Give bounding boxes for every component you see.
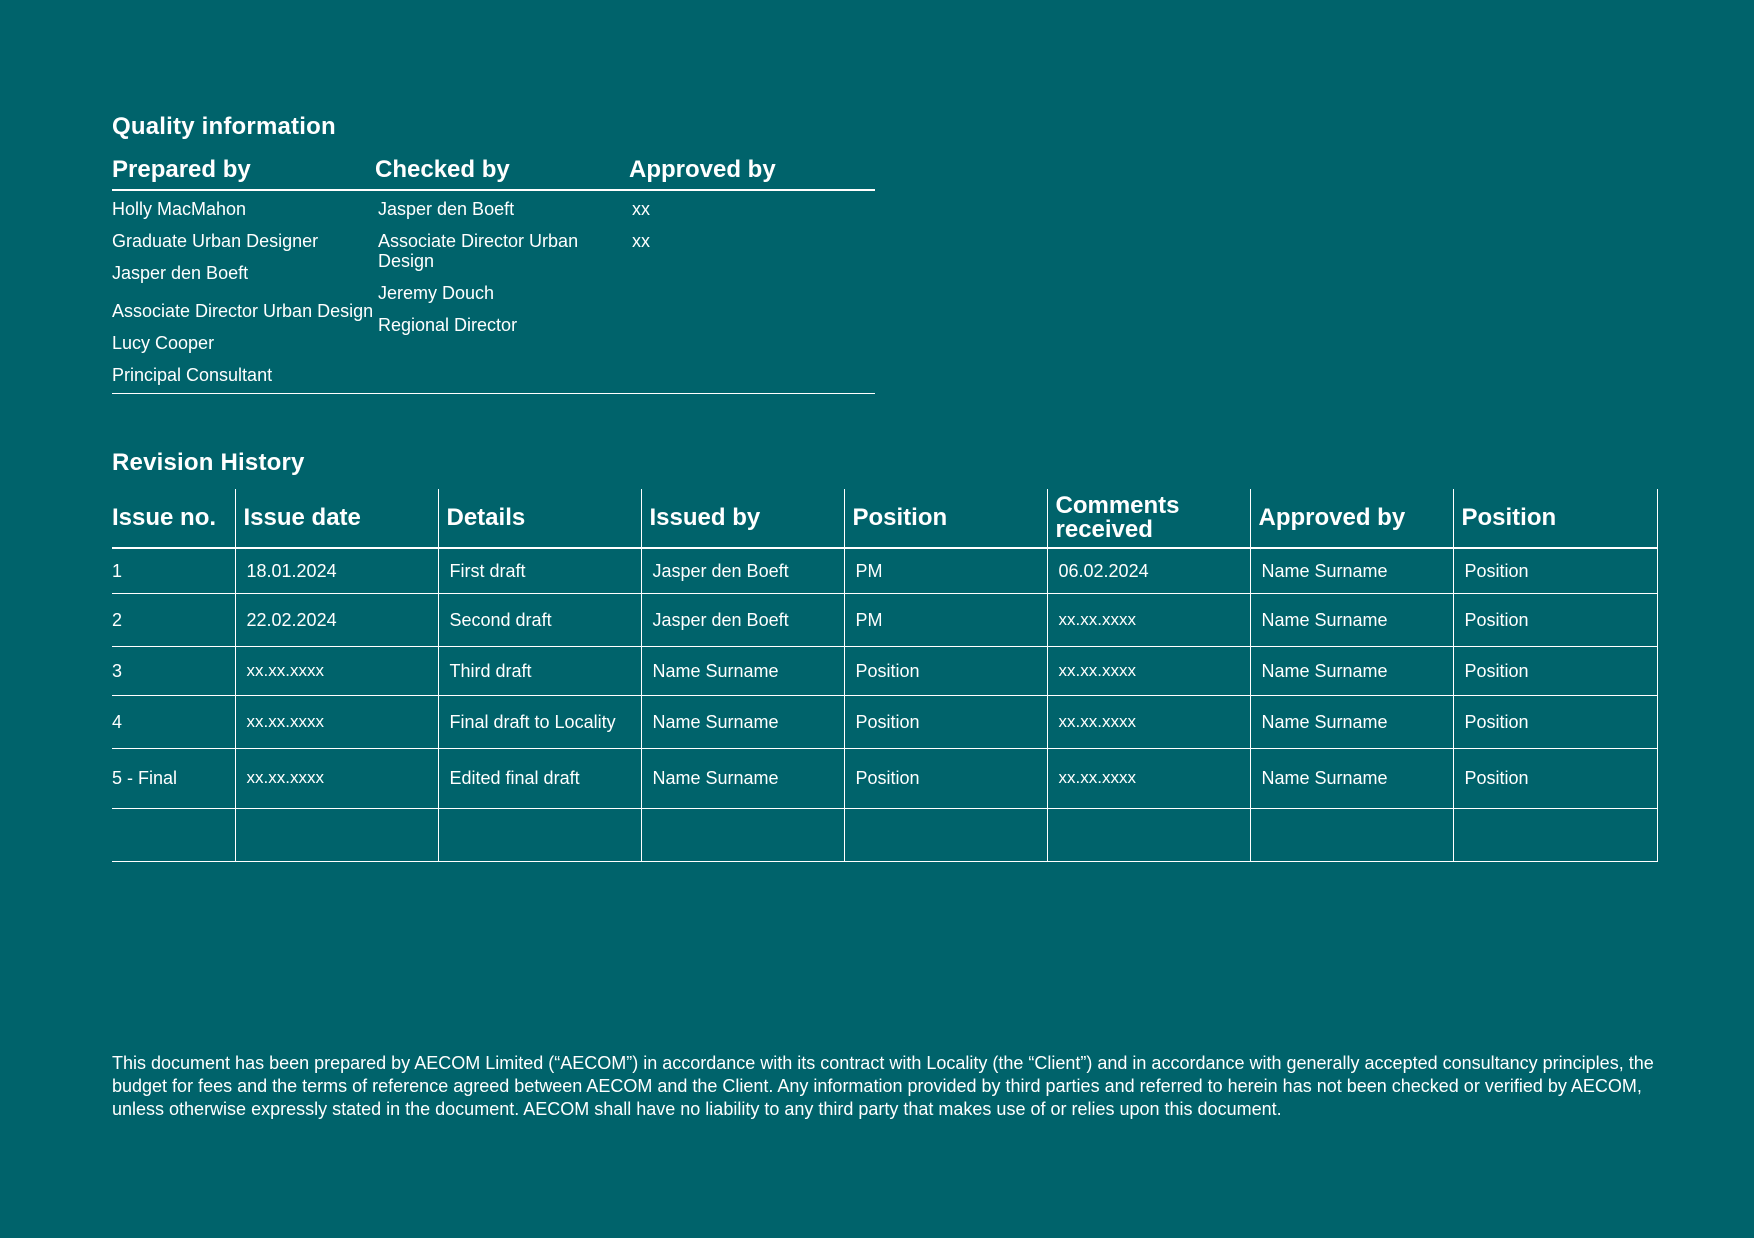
table-row [112, 593, 1657, 646]
prepared-by-role: Graduate Urban Designer [112, 231, 319, 251]
issue-date-cell: 22.02.2024 [235, 593, 438, 646]
approved-by-list [629, 199, 875, 385]
approved-by-header: Approved by [1250, 489, 1453, 548]
approver-position-header: Position [1453, 489, 1657, 548]
details-cell: Edited final draft [438, 748, 641, 808]
table-row [112, 695, 1657, 748]
issued-by-cell: Name Surname [641, 646, 844, 695]
checked-by-heading: Checked by [375, 156, 510, 183]
approved-by-cell: Name Surname [1250, 748, 1453, 808]
approved-by-cell [1250, 808, 1453, 861]
details-cell: First draft [438, 548, 641, 593]
issued-by-cell: Jasper den Boeft [641, 593, 844, 646]
approved-by-name: xx [632, 199, 650, 219]
issue-no-cell: 4 [112, 695, 235, 748]
issued-by-cell: Name Surname [641, 695, 844, 748]
position-cell: PM [844, 593, 1047, 646]
approver-position-cell: Position [1453, 695, 1657, 748]
table-row [112, 646, 1657, 695]
quality-information-section [112, 112, 875, 394]
approved-by-cell: Name Surname [1250, 593, 1453, 646]
checked-by-role: Associate Director Urban Design [378, 231, 579, 271]
disclaimer-text: This document has been prepared by AECOM Limited (“AECOM”) in accordance with its contract with Locality (the “Client”) and in accordance with generally accepted consultancy principles, the budget for fees and the terms of reference agreed between AECOM and the Client. Any information provided by third parties and referred to herein has not been checked or verified by AECOM, unless otherwise expressly stated in the document. AECOM shall have no liability to any third party that makes use of or relies upon this document. [112, 1053, 1654, 1119]
approver-position-cell: Position [1453, 593, 1657, 646]
details-cell: Second draft [438, 593, 641, 646]
revision-header-row [112, 489, 1657, 548]
prepared-by-role: Principal Consultant [112, 365, 273, 385]
quality-table-body [112, 191, 875, 394]
issued-by-cell [641, 808, 844, 861]
comments-received-cell: xx.xx.xxxx [1047, 695, 1250, 748]
issued-by-cell: Jasper den Boeft [641, 548, 844, 593]
table-row [112, 548, 1657, 593]
issue-no-cell: 3 [112, 646, 235, 695]
prepared-by-heading: Prepared by [112, 156, 251, 183]
revision-history-section [112, 448, 1657, 862]
issued-by-cell: Name Surname [641, 748, 844, 808]
issue-date-cell: xx.xx.xxxx [235, 646, 438, 695]
issue-date-cell: xx.xx.xxxx [235, 695, 438, 748]
approved-by-role: xx [632, 231, 650, 251]
issue-date-cell: xx.xx.xxxx [235, 748, 438, 808]
approver-position-cell: Position [1453, 748, 1657, 808]
position-cell: PM [844, 548, 1047, 593]
revision-history-title: Revision History [112, 449, 305, 476]
comments-received-cell: xx.xx.xxxx [1047, 748, 1250, 808]
issue-no-cell [112, 808, 235, 861]
approver-position-cell: Position [1453, 548, 1657, 593]
comments-received-cell: 06.02.2024 [1047, 548, 1250, 593]
comments-received-cell: xx.xx.xxxx [1047, 646, 1250, 695]
issued-by-header: Issued by [641, 489, 844, 548]
prepared-by-name: Lucy Cooper [112, 333, 215, 353]
comments-received-cell [1047, 808, 1250, 861]
revision-history-table [112, 489, 1658, 862]
prepared-by-name: Jasper den Boeft [112, 263, 249, 283]
details-cell: Final draft to Locality [438, 695, 641, 748]
checked-by-list [375, 199, 629, 385]
approver-position-cell [1453, 808, 1657, 861]
table-row-empty [112, 808, 1657, 861]
position-cell [844, 808, 1047, 861]
approver-position-cell: Position [1453, 646, 1657, 695]
prepared-by-name: Holly MacMahon [112, 199, 247, 219]
position-header: Position [844, 489, 1047, 548]
issue-date-header: Issue date [235, 489, 438, 548]
approved-by-cell: Name Surname [1250, 548, 1453, 593]
issue-no-cell: 2 [112, 593, 235, 646]
prepared-by-list [112, 199, 375, 385]
checked-by-name: Jasper den Boeft [378, 199, 515, 219]
approved-by-cell: Name Surname [1250, 695, 1453, 748]
table-row [112, 748, 1657, 808]
details-header: Details [438, 489, 641, 548]
issue-date-cell: 18.01.2024 [235, 548, 438, 593]
approved-by-heading: Approved by [629, 156, 776, 183]
issue-no-header: Issue no. [112, 489, 235, 548]
position-cell: Position [844, 748, 1047, 808]
details-cell: Third draft [438, 646, 641, 695]
issue-no-cell: 1 [112, 548, 235, 593]
position-cell: Position [844, 646, 1047, 695]
issue-no-cell: 5 - Final [112, 748, 235, 808]
quality-table-header [112, 156, 875, 191]
checked-by-role: Regional Director [378, 315, 518, 335]
issue-date-cell [235, 808, 438, 861]
comments-received-cell: xx.xx.xxxx [1047, 593, 1250, 646]
comments-received-header: Comments received [1047, 489, 1250, 548]
position-cell: Position [844, 695, 1047, 748]
quality-information-title: Quality information [112, 113, 336, 140]
details-cell [438, 808, 641, 861]
approved-by-cell: Name Surname [1250, 646, 1453, 695]
checked-by-name: Jeremy Douch [378, 283, 495, 303]
prepared-by-role: Associate Director Urban Design [112, 301, 374, 321]
